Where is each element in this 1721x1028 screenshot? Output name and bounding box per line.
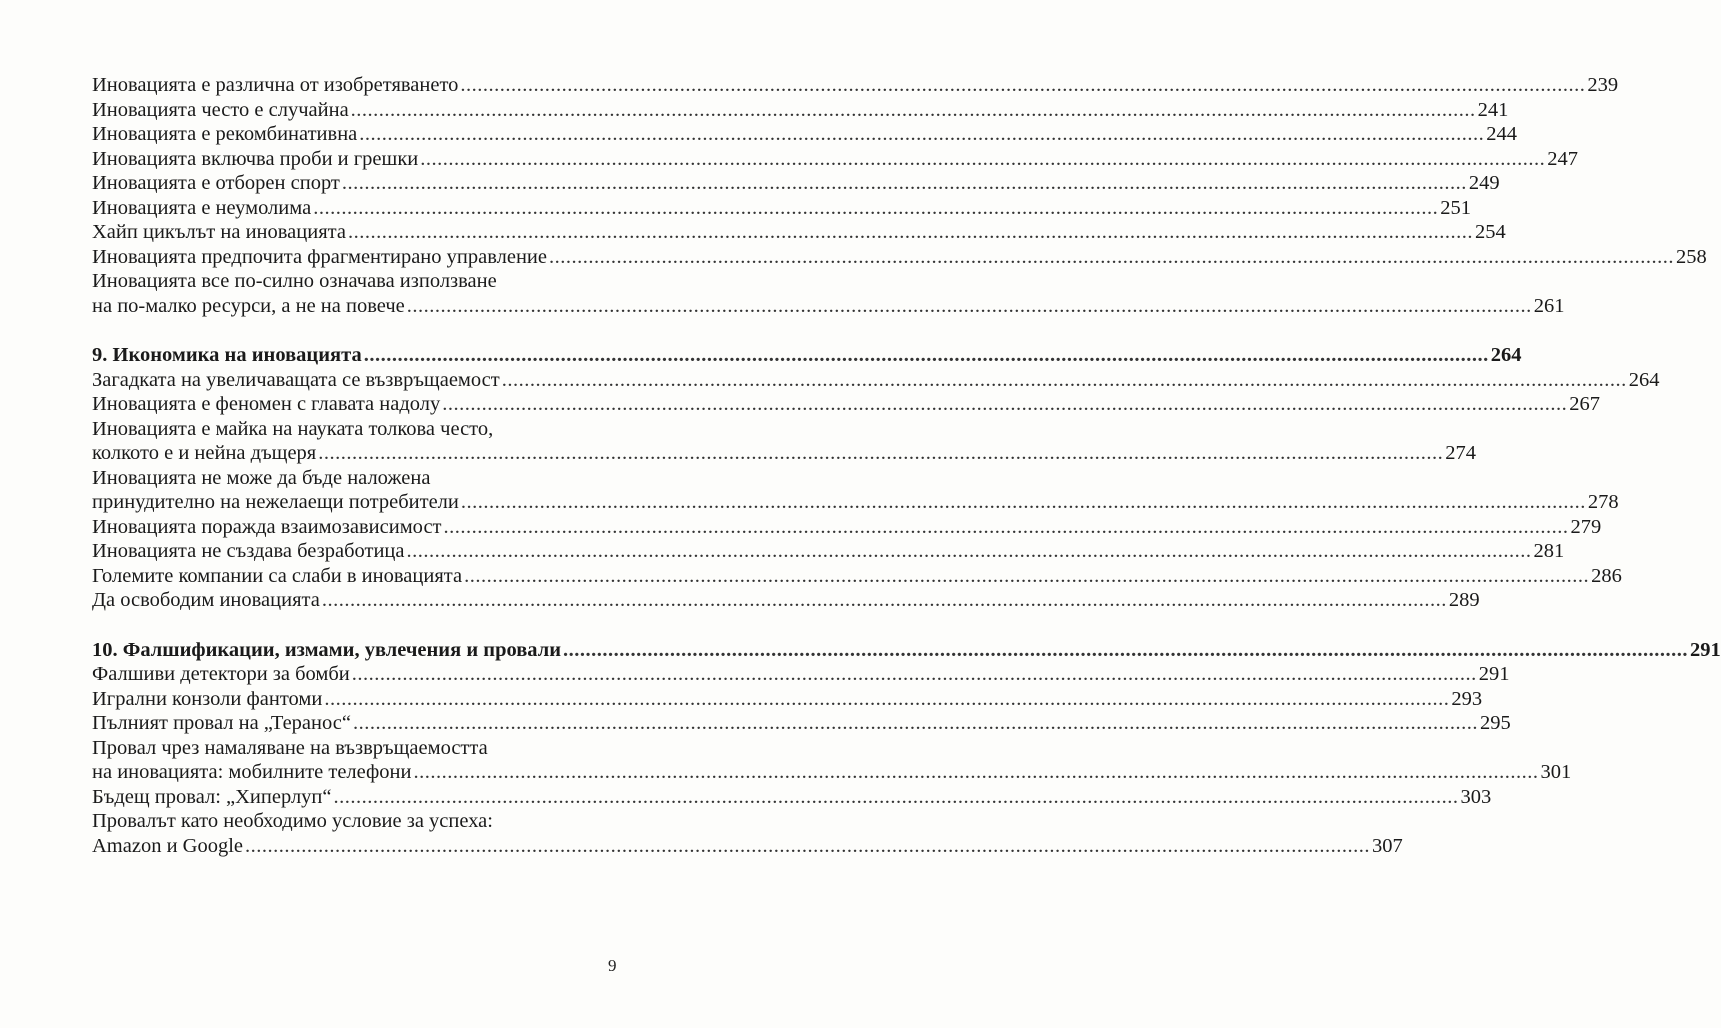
dot-leader: ........................................................................................................................................................................................................	[359, 123, 1485, 145]
toc-entry-title: Големите компании са слаби в иновацията	[92, 564, 463, 587]
toc-entry	[92, 269, 1565, 318]
toc-entry	[92, 171, 1500, 196]
toc-entry-title: Иновацията е различна от изобретяването	[92, 74, 459, 96]
toc-entry-title: Иновацията поражда взаимозависимост	[92, 515, 442, 538]
toc-page-number: 301	[1540, 761, 1572, 783]
dot-leader: ........................................................................................................................................................................................................	[563, 638, 1689, 661]
toc-entry-row	[92, 441, 1476, 466]
toc-entry-title-line: Иновацията е майка на науката толкова често,	[92, 417, 494, 440]
toc-entry	[92, 515, 1602, 540]
toc-page-number: 291	[1690, 638, 1721, 661]
dot-leader: ........................................................................................................................................................................................................	[313, 196, 1439, 219]
dot-leader: ........................................................................................................................................................................................................	[443, 515, 1569, 538]
toc-entry	[92, 588, 1480, 613]
toc-entry-title: Иновацията включва проби и грешки	[92, 147, 419, 170]
toc-page-number: 264	[1628, 368, 1660, 391]
toc-entry-row	[92, 490, 1619, 515]
toc-entry-row	[92, 638, 1721, 663]
toc-entry	[92, 564, 1622, 589]
toc-entry	[92, 220, 1506, 245]
dot-leader: ........................................................................................................................................................................................................	[501, 368, 1627, 391]
toc-entry-title: Бъдещ провал: „Хиперлуп“	[92, 785, 332, 808]
dot-leader: ........................................................................................................................................................................................................	[351, 663, 1477, 685]
dot-leader: ........................................................................................................................................................................................................	[406, 540, 1532, 562]
toc-entry-row	[92, 834, 1403, 859]
dot-leader: ........................................................................................................................................................................................................	[442, 393, 1568, 415]
toc-entry	[92, 368, 1660, 393]
toc-entry-row	[92, 122, 1518, 147]
toc-entry-title: Игрални конзоли фантоми	[92, 687, 323, 710]
toc-entry-row	[92, 564, 1622, 589]
toc-entry-title: Фалшиви детектори за бомби	[92, 663, 350, 685]
toc-entry	[92, 147, 1578, 172]
dot-leader: ........................................................................................................................................................................................................	[413, 761, 1539, 783]
toc-entry	[92, 122, 1518, 147]
dot-leader: ........................................................................................................................................................................................................	[420, 147, 1546, 170]
toc-entry-row	[92, 343, 1522, 368]
toc-entry-row	[92, 588, 1480, 613]
toc-entry-row	[92, 294, 1565, 319]
dot-leader: ........................................................................................................................................................................................................	[341, 172, 1467, 194]
toc-page-number: 295	[1479, 712, 1511, 734]
dot-leader: ........................................................................................................................................................................................................	[321, 589, 1447, 611]
toc-entry	[92, 98, 1509, 123]
dot-leader: ........................................................................................................................................................................................................	[333, 785, 1459, 808]
toc-entry-title: принудително на нежелаещи потребители	[92, 491, 459, 513]
toc-entry-row	[92, 539, 1565, 564]
toc-entry	[92, 466, 1619, 515]
toc-entry-title: 10. Фалшификации, измами, увлечения и провали	[92, 638, 562, 661]
toc-entry	[92, 662, 1510, 687]
toc-entry-row	[92, 392, 1600, 417]
toc-entry-title: колкото е и нейна дъщеря	[92, 442, 317, 464]
dot-leader: ........................................................................................................................................................................................................	[549, 245, 1675, 268]
toc-page-number: 307	[1372, 834, 1403, 857]
toc-section	[92, 343, 1660, 613]
dot-leader: ........................................................................................................................................................................................................	[460, 74, 1586, 96]
toc-page-number: 293	[1451, 687, 1483, 710]
toc-page-number: 267	[1569, 393, 1600, 415]
toc-entry-title: Amazon и Google	[92, 834, 244, 857]
toc-entry	[92, 417, 1476, 466]
toc-page-number: 279	[1570, 515, 1602, 538]
toc-page-number: 254	[1474, 221, 1506, 243]
toc-entry-row	[92, 196, 1471, 221]
toc-entry-row	[92, 662, 1510, 687]
toc-entry	[92, 245, 1707, 270]
dot-leader: ........................................................................................................................................................................................................	[352, 712, 1478, 734]
toc-entry	[92, 809, 1403, 858]
dot-leader: ........................................................................................................................................................................................................	[363, 344, 1489, 366]
dot-leader: ........................................................................................................................................................................................................	[347, 221, 1473, 243]
toc-page-number: 251	[1440, 196, 1471, 219]
toc-entry	[92, 73, 1619, 98]
toc-page-number: 264	[1490, 344, 1522, 366]
toc-entry-row	[92, 785, 1492, 810]
toc-entry-title: Хайп цикълът на иновацията	[92, 221, 346, 243]
toc-entry-title: Иновацията е отборен спорт	[92, 172, 340, 194]
toc-entry-row	[92, 220, 1506, 245]
toc-page-number: 291	[1478, 663, 1510, 685]
toc-entry-title: Иновацията предпочита фрагментирано управление	[92, 245, 548, 268]
dot-leader: ........................................................................................................................................................................................................	[464, 564, 1590, 587]
toc-page-number: 258	[1676, 245, 1707, 268]
toc-entry-title: Иновацията не създава безработица	[92, 540, 405, 562]
toc-page-number: 278	[1587, 491, 1619, 513]
toc-entry-row	[92, 147, 1578, 172]
toc-entry-row	[92, 73, 1619, 98]
toc-section	[92, 73, 1707, 318]
toc-entry-title: Иновацията е рекомбинативна	[92, 123, 358, 145]
toc-entry-title: Пълният провал на „Теранос“	[92, 712, 351, 734]
toc-entry	[92, 392, 1600, 417]
toc-entry	[92, 687, 1483, 712]
page-number: 9	[608, 956, 617, 975]
toc-entry-title: на по-малко ресурси, а не на повече	[92, 294, 405, 317]
toc-page-number: 261	[1533, 294, 1565, 317]
toc-entry-title: на иновацията: мобилните телефони	[92, 761, 412, 783]
toc-page-number: 286	[1591, 564, 1622, 587]
dot-leader: ........................................................................................................................................................................................................	[406, 294, 1532, 317]
toc-entry-row	[92, 760, 1572, 785]
toc-entry-row	[92, 515, 1602, 540]
toc-entry-row	[92, 245, 1707, 270]
toc-entry-row	[92, 368, 1660, 393]
toc-entry	[92, 711, 1511, 736]
dot-leader: ........................................................................................................................................................................................................	[350, 98, 1476, 121]
toc-entry-title: Иновацията е феномен с главата надолу	[92, 393, 441, 415]
toc-entry-title: Иновацията е неумолима	[92, 196, 312, 219]
dot-leader: ........................................................................................................................................................................................................	[460, 491, 1586, 513]
toc-entry	[92, 539, 1565, 564]
toc-entry-row	[92, 171, 1500, 196]
toc-entry	[92, 785, 1492, 810]
toc-chapter-heading	[92, 343, 1522, 368]
toc-entry-title-line: Провалът като необходимо условие за успеха:	[92, 810, 493, 832]
toc-page-number: 249	[1468, 172, 1500, 194]
toc-entry-title: 9. Икономика на иновацията	[92, 344, 362, 366]
toc-entry-title-line: Иновацията не може да бъде наложена	[92, 466, 431, 489]
toc-entry-row	[92, 98, 1509, 123]
toc-entry-title: Иновацията често е случайна	[92, 98, 349, 121]
toc-page-number: 303	[1460, 785, 1492, 808]
toc-page-number: 239	[1587, 74, 1619, 96]
toc-page-number: 244	[1486, 123, 1518, 145]
toc-entry-title-line: Иновацията все по-силно означава използване	[92, 270, 497, 292]
toc-entry-row	[92, 687, 1483, 712]
dot-leader: ........................................................................................................................................................................................................	[318, 442, 1444, 464]
toc-page-number: 241	[1477, 98, 1509, 121]
toc-entry-title: Да освободим иновацията	[92, 589, 320, 611]
table-of-contents	[92, 73, 1721, 883]
toc-chapter-heading	[92, 638, 1721, 663]
toc-entry	[92, 196, 1471, 221]
toc-section	[92, 638, 1721, 859]
toc-entry	[92, 736, 1572, 785]
dot-leader: ........................................................................................................................................................................................................	[245, 834, 1371, 857]
toc-page-number: 274	[1445, 442, 1476, 464]
toc-page-number: 289	[1448, 589, 1480, 611]
toc-page-number: 247	[1547, 147, 1578, 170]
toc-entry-title: Загадката на увеличаващата се възвръщаемост	[92, 368, 500, 391]
toc-entry-row	[92, 711, 1511, 736]
toc-page-number: 281	[1533, 540, 1565, 562]
dot-leader: ........................................................................................................................................................................................................	[324, 687, 1450, 710]
toc-entry-title-line: Провал чрез намаляване на възвръщаемостта	[92, 736, 488, 759]
